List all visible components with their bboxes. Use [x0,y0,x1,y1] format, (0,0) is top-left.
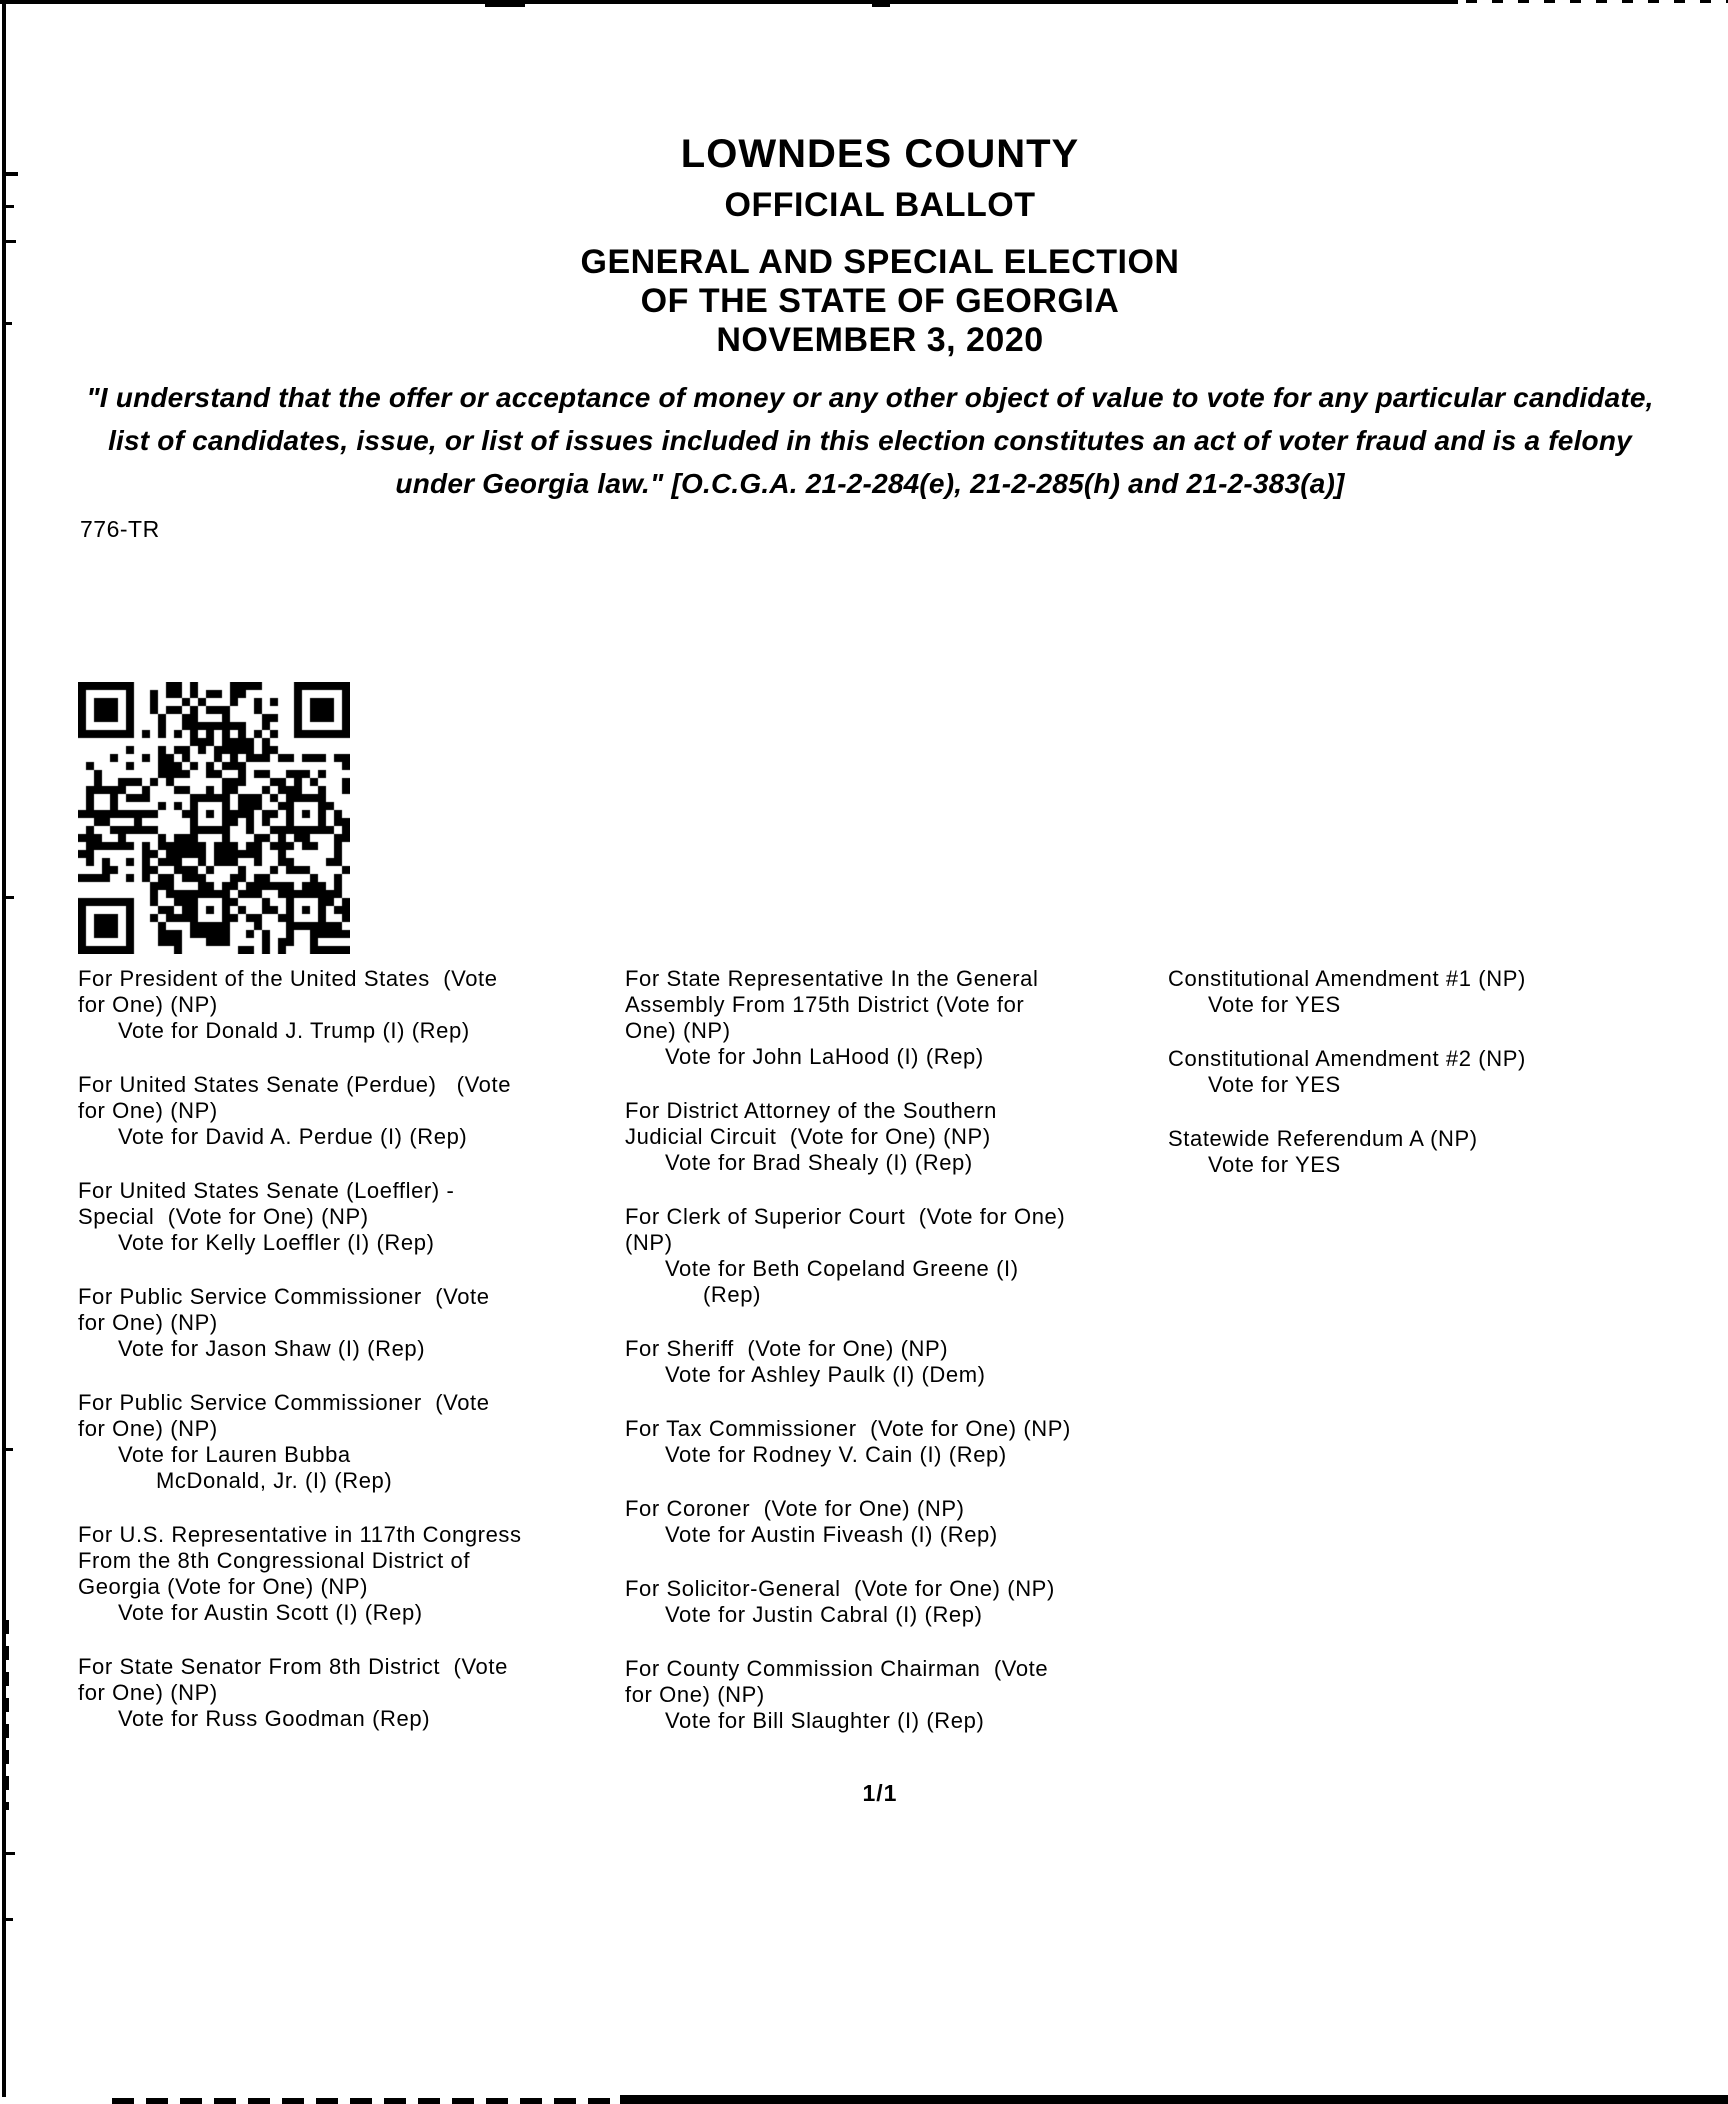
scan-speck [6,322,12,325]
contest-title-line: One) (NP) [625,1018,731,1043]
vote-line: Vote for Jason Shaw (I) (Rep) [118,1336,426,1361]
vote-line: Vote for Kelly Loeffler (I) (Rep) [118,1230,435,1255]
vote-line: Vote for Brad Shealy (I) (Rep) [665,1150,973,1175]
contest-title-line: Assembly From 175th District (Vote for [625,992,1025,1017]
contest [625,1656,1071,1734]
scan-speck [872,4,890,7]
fraud-notice-line: list of candidates, issue, or list of issues included in this election constitutes an act of voter fraud and is a felony [108,425,1632,456]
contest-title-line: Georgia (Vote for One) (NP) [78,1574,369,1599]
scan-edge-bottom-dashes [112,2098,620,2104]
vote-line: Vote for Austin Scott (I) (Rep) [118,1600,423,1625]
contest-title-line: for One) (NP) [78,1098,218,1123]
contest-title-line: for One) (NP) [78,1416,218,1441]
election-date: NOVEMBER 3, 2020 [716,321,1044,359]
vote-line-continued: (Rep) [703,1282,762,1307]
vote-line: Vote for Rodney V. Cain (I) (Rep) [665,1442,1007,1467]
vote-line: Vote for Austin Fiveash (I) (Rep) [665,1522,998,1547]
election-title [60,243,1700,360]
contest-title-line: for One) (NP) [78,992,218,1017]
contest [625,1416,1071,1468]
ballot-type-title: OFFICIAL BALLOT [724,186,1036,224]
scan-edge-left-noise [6,1620,9,1810]
qr-code [78,682,350,954]
fraud-notice-line: under Georgia law." [O.C.G.A. 21-2-284(e), 21-2-285(h) and 21-2-383(a)] [395,468,1345,499]
scan-edge-top [0,0,1458,4]
contest-title-line: For Public Service Commissioner (Vote [78,1284,490,1309]
contest [78,966,522,1044]
ballot-column-1 [78,966,522,1760]
contest [1168,966,1526,1018]
contest-title-line: For State Senator From 8th District (Vote [78,1654,508,1679]
contest [78,1522,522,1626]
contest-title-line: For Sheriff (Vote for One) (NP) [625,1336,949,1361]
vote-line: Vote for Justin Cabral (I) (Rep) [665,1602,983,1627]
contest-title-line: From the 8th Congressional District of [78,1548,471,1573]
contest [625,1576,1071,1628]
scan-edge-top-dashes [1466,0,1728,3]
vote-line: Vote for YES [1208,992,1341,1017]
vote-line: Vote for David A. Perdue (I) (Rep) [118,1124,468,1149]
county-title: LOWNDES COUNTY [680,132,1080,176]
contest [78,1178,522,1256]
contest-title-line: for One) (NP) [625,1682,765,1707]
contest-title-line: For President of the United States (Vote [78,966,498,991]
ballot-column-3 [1168,966,1526,1206]
contest [78,1654,522,1732]
contest [625,1098,1071,1176]
scan-speck [6,1448,13,1451]
fraud-notice [20,376,1720,505]
vote-line: Vote for Lauren Bubba [118,1442,351,1467]
contest [78,1390,522,1494]
contest-title-line: Constitutional Amendment #2 (NP) [1168,1046,1526,1071]
vote-line: Vote for Ashley Paulk (I) (Dem) [665,1362,986,1387]
vote-line: Vote for Bill Slaughter (I) (Rep) [665,1708,985,1733]
vote-line: Vote for Russ Goodman (Rep) [118,1706,431,1731]
scan-speck [6,172,18,176]
vote-line: Vote for YES [1208,1072,1341,1097]
contest [625,1336,1071,1388]
contest-title-line: For Coroner (Vote for One) (NP) [625,1496,965,1521]
vote-line: Vote for Donald J. Trump (I) (Rep) [118,1018,470,1043]
vote-line-continued: McDonald, Jr. (I) (Rep) [156,1468,393,1493]
vote-line: Vote for John LaHood (I) (Rep) [665,1044,984,1069]
election-title-line2: OF THE STATE OF GEORGIA [640,282,1120,320]
contest-title-line: Statewide Referendum A (NP) [1168,1126,1478,1151]
contest-title-line: For Solicitor-General (Vote for One) (NP) [625,1576,1055,1601]
contest [625,1204,1071,1308]
contest-title-line: For United States Senate (Loeffler) - [78,1178,455,1203]
scan-speck [485,4,525,7]
scan-edge-bottom [620,2095,1728,2104]
contest [1168,1126,1526,1178]
contest [78,1284,522,1362]
scan-speck [6,205,14,208]
scan-speck [6,240,16,243]
ballot-style-code: 776-TR [80,516,160,542]
contest-title-line: For U.S. Representative in 117th Congress [78,1522,522,1547]
fraud-notice-line: "I understand that the offer or acceptance of money or any other object of value to vote for any particular candidate, [86,382,1654,413]
contest [1168,1046,1526,1098]
contest [625,1496,1071,1548]
contest [78,1072,522,1150]
contest-title-line: Special (Vote for One) (NP) [78,1204,369,1229]
election-title-line1: GENERAL AND SPECIAL ELECTION [580,243,1180,281]
page-number: 1/1 [862,1780,898,1806]
contest-title-line: Constitutional Amendment #1 (NP) [1168,966,1526,991]
contest-title-line: for One) (NP) [78,1310,218,1335]
contest-title-line: For State Representative In the General [625,966,1039,991]
contest-title-line: For United States Senate (Perdue) (Vote [78,1072,512,1097]
scan-speck [6,1918,13,1921]
contest-title-line: For County Commission Chairman (Vote [625,1656,1049,1681]
contest-title-line: For Tax Commissioner (Vote for One) (NP) [625,1416,1071,1441]
contest-title-line: For District Attorney of the Southern [625,1098,997,1123]
contest [625,966,1071,1070]
scan-speck [6,1852,15,1855]
contest-title-line: Judicial Circuit (Vote for One) (NP) [625,1124,991,1149]
vote-line: Vote for YES [1208,1152,1341,1177]
contest-title-line: For Clerk of Superior Court (Vote for One) [625,1204,1066,1229]
contest-title-line: for One) (NP) [78,1680,218,1705]
contest-title-line: (NP) [625,1230,673,1255]
ballot-column-2 [625,966,1071,1762]
contest-title-line: For Public Service Commissioner (Vote [78,1390,490,1415]
vote-line: Vote for Beth Copeland Greene (I) [665,1256,1019,1281]
scan-speck [6,896,14,899]
